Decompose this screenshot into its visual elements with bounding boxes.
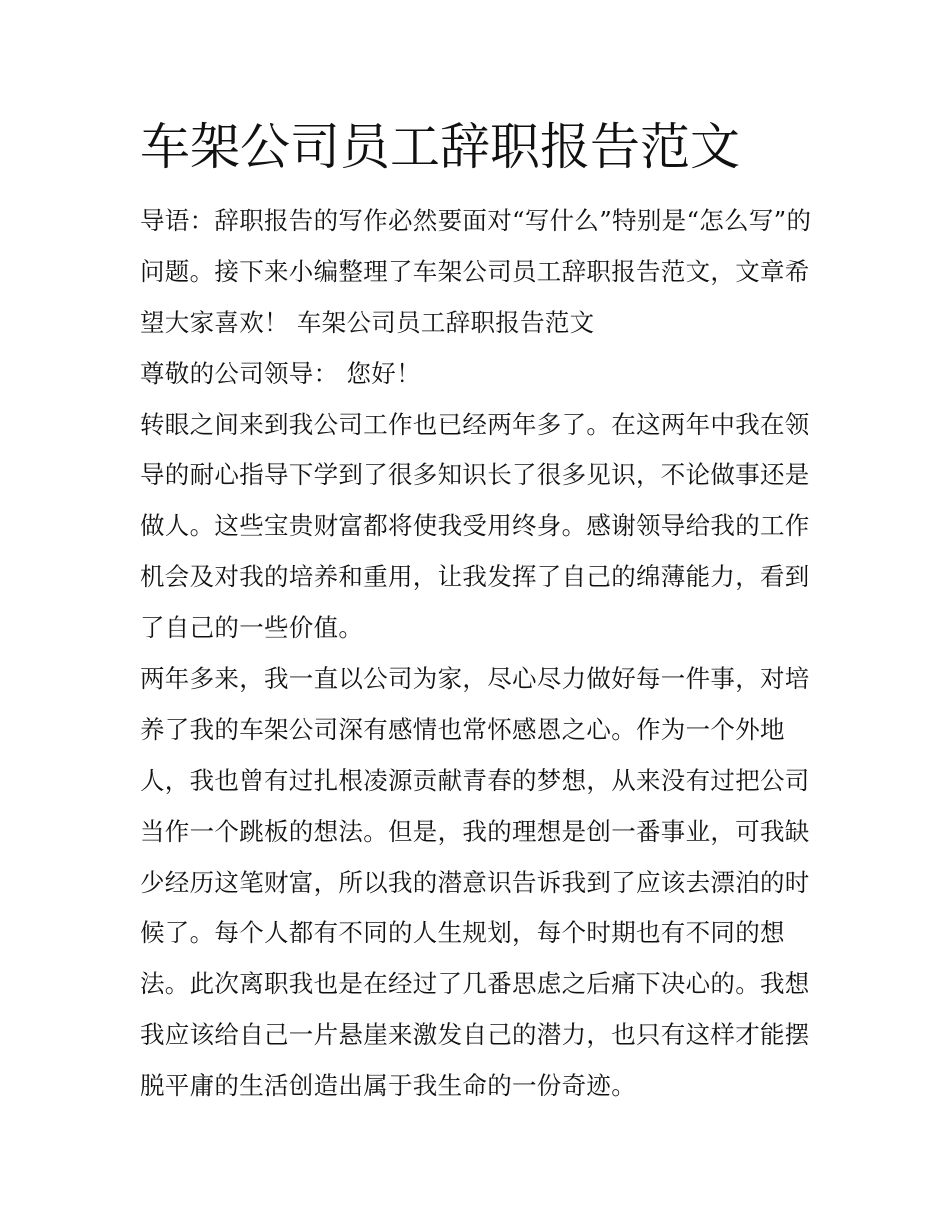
text-line: 养了我的车架公司深有感情也常怀感恩之心。作为一个外地 <box>140 714 785 744</box>
document-body <box>140 196 820 1112</box>
text-line: 脱平庸的生活创造出属于我生命的一份奇迹。 <box>140 1071 636 1101</box>
text-line: 问题。接下来小编整理了车架公司员工辞职报告范文，文章希 <box>140 256 810 286</box>
text-line: 少经历这笔财富，所以我的潜意识告诉我到了应该去漂泊的时 <box>140 867 810 897</box>
text-line: 了自己的一些价值。 <box>140 613 364 643</box>
salutation-line: 尊敬的公司领导： 您好！ <box>140 358 421 388</box>
text-line: 人，我也曾有过扎根凌源贡献青春的梦想，从来没有过把公司 <box>140 765 810 795</box>
document-title: 车架公司员工辞职报告范文 <box>140 118 740 176</box>
text-line: 转眼之间来到我公司工作也已经两年多了。在这两年中我在领 <box>140 409 810 439</box>
text-line: 当作一个跳板的想法。但是，我的理想是创一番事业，可我缺 <box>140 816 810 846</box>
text-line: 导语：辞职报告的写作必然要面对“写什么”特别是“怎么写”的 <box>140 206 812 235</box>
text-line: 望大家喜欢！ 车架公司员工辞职报告范文 <box>140 307 595 337</box>
text-line: 做人。这些宝贵财富都将使我受用终身。感谢领导给我的工作 <box>140 511 810 541</box>
text-line: 导的耐心指导下学到了很多知识长了很多见识，不论做事还是 <box>140 460 810 490</box>
text-line: 我应该给自己一片悬崖来激发自己的潜力，也只有这样才能摆 <box>140 1020 810 1050</box>
text-line: 法。此次离职我也是在经过了几番思虑之后痛下决心的。我想 <box>140 969 810 999</box>
text-line: 候了。每个人都有不同的人生规划，每个时期也有不同的想 <box>140 918 785 948</box>
text-line: 两年多来，我一直以公司为家，尽心尽力做好每一件事，对培 <box>140 664 810 694</box>
text-line: 机会及对我的培养和重用，让我发挥了自己的绵薄能力，看到 <box>140 562 810 592</box>
